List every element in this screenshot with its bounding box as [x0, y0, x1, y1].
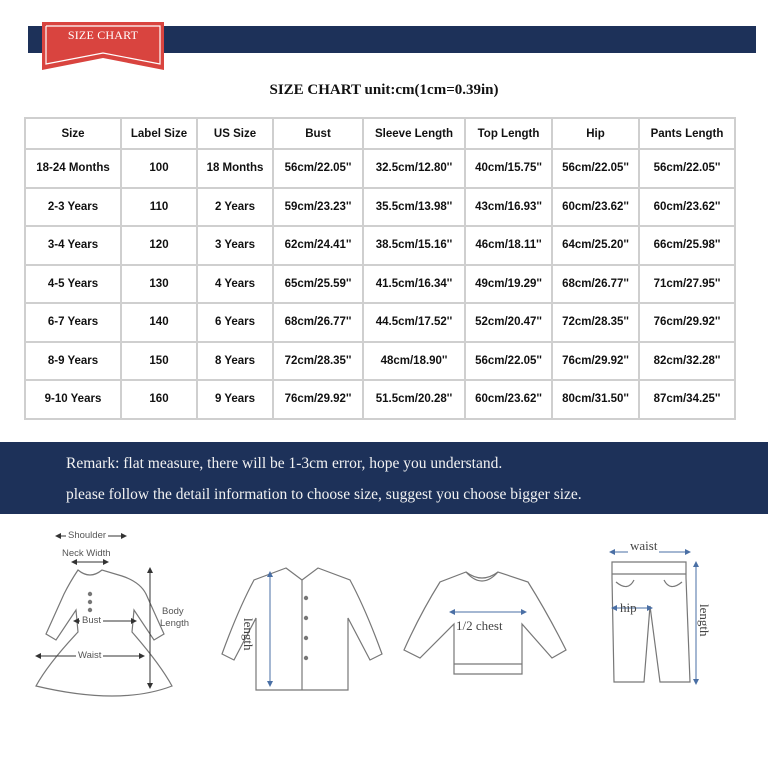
measurement-diagrams [0, 514, 768, 768]
cell-top-length: 52cm/20.47'' [466, 304, 551, 341]
body-length-label-1: Body [162, 606, 184, 617]
cell-pants-length: 82cm/32.28'' [640, 343, 734, 380]
header-pants-length: Pants Length [640, 119, 734, 148]
table-row [26, 189, 734, 226]
cell-hip: 60cm/23.62'' [553, 189, 638, 226]
table-row [26, 381, 734, 418]
remark-line-1: Remark: flat measure, there will be 1-3cm error, hope you understand. [66, 455, 503, 472]
cell-us-size: 9 Years [198, 381, 272, 418]
cell-label-size: 140 [122, 304, 196, 341]
header-size: Size [26, 119, 120, 148]
cell-label-size: 100 [122, 150, 196, 187]
cell-size: 9-10 Years [26, 381, 120, 418]
cell-label-size: 120 [122, 227, 196, 264]
cell-size: 2-3 Years [26, 189, 120, 226]
cell-top-length: 60cm/23.62'' [466, 381, 551, 418]
cell-hip: 80cm/31.50'' [553, 381, 638, 418]
header-us-size: US Size [198, 119, 272, 148]
table-row [26, 150, 734, 187]
cell-hip: 68cm/26.77'' [553, 266, 638, 303]
cell-bust: 65cm/25.59'' [274, 266, 362, 303]
pants-length-label: length [697, 604, 712, 637]
cell-us-size: 8 Years [198, 343, 272, 380]
waist-label: Waist [78, 650, 102, 661]
cell-label-size: 110 [122, 189, 196, 226]
header-top-length: Top Length [466, 119, 551, 148]
cell-us-size: 6 Years [198, 304, 272, 341]
neck-width-label: Neck Width [62, 548, 111, 559]
cell-sleeve-length: 38.5cm/15.16'' [364, 227, 464, 264]
cell-sleeve-length: 41.5cm/16.34'' [364, 266, 464, 303]
size-chart-badge-label: SIZE CHART [67, 28, 139, 42]
cell-bust: 62cm/24.41'' [274, 227, 362, 264]
size-table [24, 117, 736, 420]
cell-hip: 76cm/29.92'' [553, 343, 638, 380]
cell-bust: 59cm/23.23'' [274, 189, 362, 226]
header-bust: Bust [274, 119, 362, 148]
cell-pants-length: 71cm/27.95'' [640, 266, 734, 303]
dress-icon [36, 570, 172, 696]
table-row [26, 343, 734, 380]
cell-pants-length: 60cm/23.62'' [640, 189, 734, 226]
cell-top-length: 49cm/19.29'' [466, 266, 551, 303]
cell-top-length: 40cm/15.75'' [466, 150, 551, 187]
cell-top-length: 43cm/16.93'' [466, 189, 551, 226]
page-title: SIZE CHART unit:cm(1cm=0.39in) [269, 82, 499, 98]
header-sleeve-length: Sleeve Length [364, 119, 464, 148]
cell-pants-length: 76cm/29.92'' [640, 304, 734, 341]
cell-sleeve-length: 35.5cm/13.98'' [364, 189, 464, 226]
cell-hip: 72cm/28.35'' [553, 304, 638, 341]
header-hip: Hip [553, 119, 638, 148]
bust-label: Bust [82, 615, 102, 626]
cell-size: 3-4 Years [26, 227, 120, 264]
cell-label-size: 160 [122, 381, 196, 418]
cell-sleeve-length: 44.5cm/17.52'' [364, 304, 464, 341]
table-row [26, 266, 734, 303]
cell-us-size: 2 Years [198, 189, 272, 226]
body-length-label-2: Length [160, 618, 190, 629]
cell-pants-length: 87cm/34.25'' [640, 381, 734, 418]
shoulder-label: Shoulder [68, 530, 107, 541]
cell-sleeve-length: 51.5cm/20.28'' [364, 381, 464, 418]
remark-line-2: please follow the detail information to choose size, suggest you choose bigger size. [66, 486, 582, 503]
cell-hip: 56cm/22.05'' [553, 150, 638, 187]
pants-hip-label: hip [620, 600, 637, 615]
cell-size: 6-7 Years [26, 304, 120, 341]
cell-bust: 56cm/22.05'' [274, 150, 362, 187]
cell-us-size: 3 Years [198, 227, 272, 264]
cell-bust: 68cm/26.77'' [274, 304, 362, 341]
cell-top-length: 56cm/22.05'' [466, 343, 551, 380]
table-row [26, 227, 734, 264]
cell-sleeve-length: 48cm/18.90'' [364, 343, 464, 380]
cell-top-length: 46cm/18.11'' [466, 227, 551, 264]
pants-icon [612, 562, 690, 682]
cell-us-size: 18 Months [198, 150, 272, 187]
table-header-row [26, 119, 734, 148]
cell-size: 4-5 Years [26, 266, 120, 303]
table-row [26, 304, 734, 341]
cell-bust: 76cm/29.92'' [274, 381, 362, 418]
cell-us-size: 4 Years [198, 266, 272, 303]
cell-pants-length: 66cm/25.98'' [640, 227, 734, 264]
cell-size: 8-9 Years [26, 343, 120, 380]
cell-label-size: 150 [122, 343, 196, 380]
cell-size: 18-24 Months [26, 150, 120, 187]
cell-bust: 72cm/28.35'' [274, 343, 362, 380]
shirt-length-label: length [241, 618, 256, 651]
pants-waist-label: waist [630, 538, 658, 553]
cell-sleeve-length: 32.5cm/12.80'' [364, 150, 464, 187]
header-label-size: Label Size [122, 119, 196, 148]
cell-hip: 64cm/25.20'' [553, 227, 638, 264]
half-chest-label: 1/2 chest [456, 618, 503, 633]
cell-label-size: 130 [122, 266, 196, 303]
cell-pants-length: 56cm/22.05'' [640, 150, 734, 187]
